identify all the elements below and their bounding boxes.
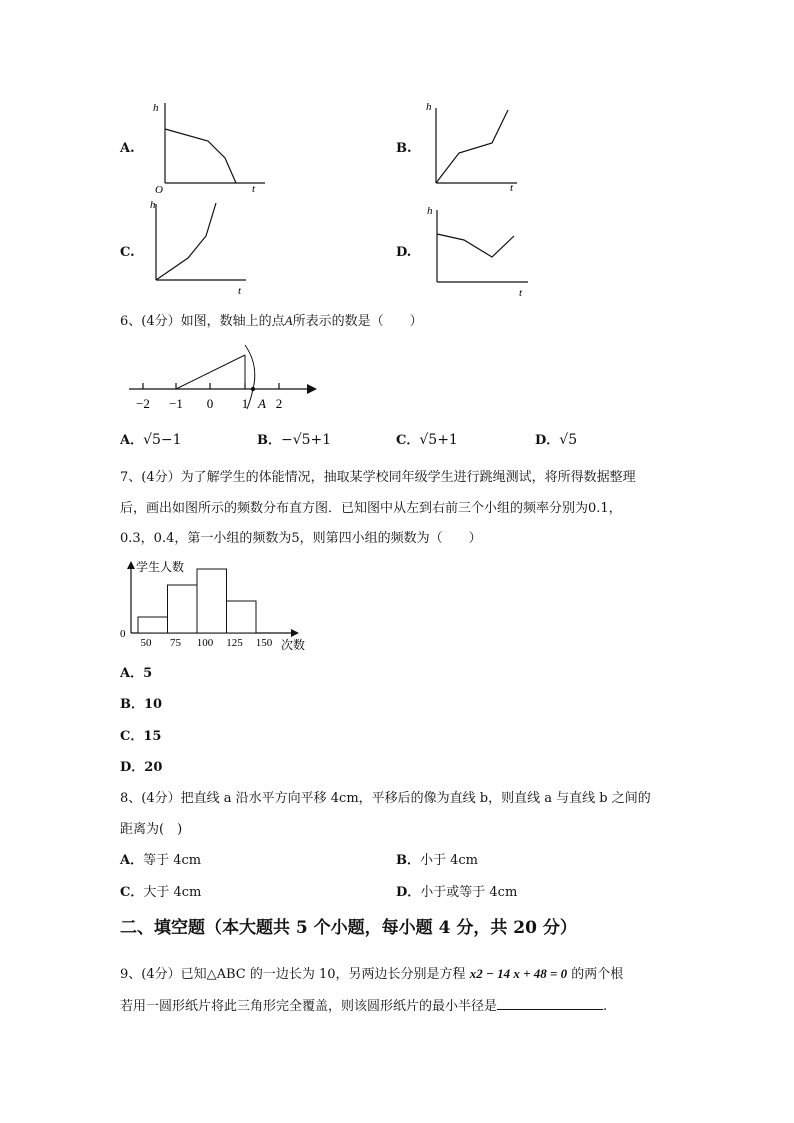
choice-value: 等于 4cm [143, 853, 202, 868]
axis-label-h: h [153, 102, 159, 114]
answer-blank[interactable] [497, 997, 603, 1010]
choice-label: D． [535, 433, 560, 448]
axis-label-t: t [510, 182, 514, 194]
choice-value: 10 [144, 697, 163, 712]
q8-line-1: 8、(4分）把直线 a 沿水平方向平移 4cm，平移后的像为直线 b，则直线 a 与直线 b 之间的 [120, 791, 651, 806]
q6-choice-b[interactable] [257, 432, 331, 449]
q7-line-2: 后，画出如图所示的频数分布直方图．已知图中从左到右前三个小组的频率分别为0.1， [120, 501, 622, 516]
point-label: A [258, 396, 266, 411]
choice-label: C． [396, 433, 420, 448]
q6-choice-c[interactable] [396, 432, 458, 449]
choice-label: C． [120, 885, 144, 900]
choice-label: B． [396, 853, 420, 868]
q6-number-line [125, 337, 325, 415]
q7-choice-c[interactable] [120, 729, 161, 745]
choice-label: A． [120, 433, 144, 448]
option-label: B. [396, 141, 412, 156]
graph-d [424, 200, 534, 300]
x-arrow-icon [291, 629, 299, 637]
graph-c [146, 198, 256, 298]
choice-label: D． [120, 760, 145, 775]
q9-text: 9、(4分）已知△ABC 的一边长为 10，另两边长分别是方程 [120, 967, 466, 982]
q9-period: . [603, 999, 608, 1014]
q9-line-2 [120, 997, 607, 1015]
axis-label-h: h [427, 205, 433, 217]
x-axis-label: 次数 [281, 638, 306, 652]
section-title: 二、填空题（本大题共 5 个小题，每小题 4 分，共 20 分） [120, 918, 577, 938]
axis-label-h: h [150, 199, 156, 211]
tick-label: 2 [275, 396, 283, 411]
choice-value: 大于 4cm [143, 885, 202, 900]
y-arrow-icon [127, 561, 135, 569]
q9-text-end: 的两个根 [571, 967, 624, 982]
histogram-bar [197, 569, 227, 633]
x-tick-label: 100 [196, 637, 214, 649]
tick-label: 0 [206, 396, 214, 411]
q8-choice-a[interactable] [120, 853, 201, 869]
q8-choice-d[interactable] [396, 885, 517, 901]
q7-choice-a[interactable] [120, 666, 152, 682]
origin-label: O [155, 184, 163, 195]
q8-choice-b[interactable] [396, 853, 478, 869]
choice-value: √5−1 [143, 432, 182, 448]
x-tick-label: 150 [255, 637, 273, 649]
y-axis-label: 学生人数 [136, 560, 185, 574]
tick-label: −2 [136, 396, 150, 411]
q9-text: 若用一圆形纸片将此三角形完全覆盖，则该圆形纸片的最小半径是 [120, 999, 498, 1014]
q7-histogram [116, 555, 316, 655]
choice-value: −√5+1 [281, 432, 332, 448]
axis-label-t: t [252, 183, 256, 195]
choice-value: 15 [143, 729, 162, 744]
q6-choice-d[interactable] [535, 432, 577, 449]
graph-a [150, 98, 270, 195]
choice-value: √5+1 [419, 432, 458, 448]
choice-label: B． [257, 433, 281, 448]
choice-label: D． [396, 885, 421, 900]
y-origin-label: 0 [120, 628, 126, 640]
axis-label-t: t [238, 285, 242, 297]
choice-label: A． [120, 853, 144, 868]
q6-stem [120, 313, 423, 330]
q6-point: A [284, 313, 293, 328]
choice-value: √5 [559, 432, 578, 448]
q8-choice-c[interactable] [120, 885, 201, 901]
q7-line-3: 0.3，0.4，第一小组的频数为5，则第四小组的频数为（ ） [120, 531, 482, 546]
choice-value: 小于 4cm [420, 853, 479, 868]
option-label: D. [396, 245, 412, 260]
histogram-bar [227, 601, 257, 633]
choice-label: A． [120, 666, 144, 681]
choice-value: 5 [143, 666, 153, 681]
choice-label: B． [120, 697, 144, 712]
q6-stem-text: 6、(4分）如图，数轴上的点 [120, 314, 285, 329]
tick-label: 1 [241, 396, 249, 411]
q9-line-1 [120, 966, 623, 983]
q6-stem-end: 所表示的数是（ ） [292, 314, 423, 329]
histogram-bar [168, 585, 198, 633]
option-label: C. [120, 245, 135, 260]
axis-label-t: t [519, 287, 523, 299]
tick-label: −1 [169, 396, 183, 411]
q7-choice-b[interactable] [120, 697, 162, 713]
q8-line-2: 距离为( ) [120, 822, 183, 837]
x-tick-label: 75 [170, 637, 181, 649]
q7-line-1: 7、(4分）为了解学生的体能情况，抽取某学校同年级学生进行跳绳测试，将所得数据整理 [120, 470, 636, 485]
option-label: A. [120, 141, 135, 156]
axis-label-h: h [426, 101, 432, 113]
choice-value: 20 [144, 760, 163, 775]
x-tick-label: 125 [226, 637, 243, 649]
choice-label: C． [120, 729, 144, 744]
q7-choice-d[interactable] [120, 760, 162, 776]
graph-b [424, 98, 524, 195]
histogram-bar [138, 617, 168, 633]
arrow-icon [307, 384, 317, 394]
q6-choice-a[interactable] [120, 432, 182, 449]
q9-equation: x2 − 14 x + 48 = 0 [469, 966, 568, 981]
choice-value: 小于或等于 4cm [420, 885, 518, 900]
x-tick-label: 50 [140, 637, 152, 649]
